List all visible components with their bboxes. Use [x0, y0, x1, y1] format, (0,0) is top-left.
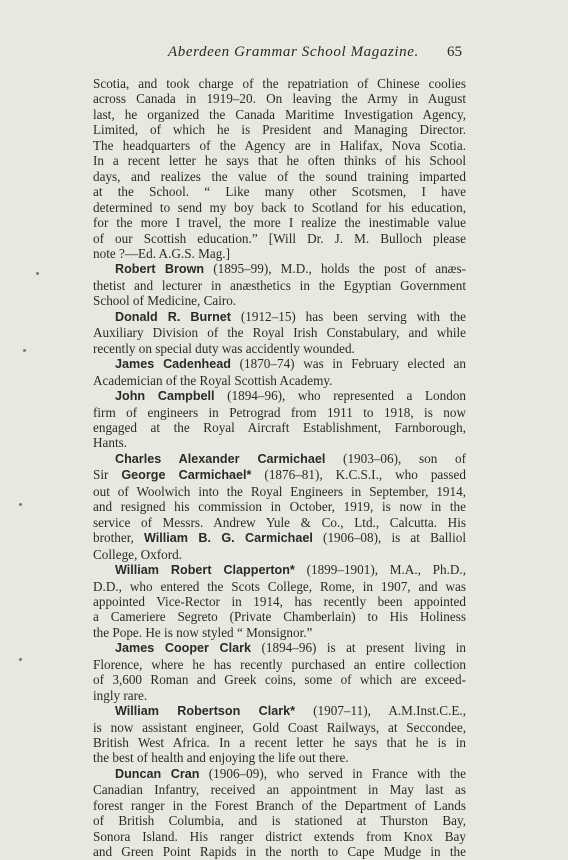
text-run: (1895–99), M.D., holds the post of anæs- [204, 261, 466, 277]
text-run: a Cameriere Segreto (Private Chamberlain) to His Holiness [93, 609, 466, 625]
person-name: William B. G. Carmichael [144, 531, 313, 546]
person-name: John Campbell [115, 389, 215, 404]
person-name: James Cooper Clark [115, 641, 252, 656]
text-run: (1894–96) is at present living in [251, 640, 466, 656]
text-run: brother, [93, 530, 145, 546]
text-line [93, 609, 466, 624]
paper-speck [23, 349, 26, 352]
text-run: is now assistant engineer, Gold Coast Railways, at Seccondee, [93, 719, 466, 735]
text-line [93, 107, 466, 122]
person-name: Charles Alexander Carmichael [115, 451, 326, 466]
text-line [93, 278, 466, 293]
text-line [93, 405, 466, 420]
text-line [93, 246, 466, 261]
text-run: determined to send my boy back to Scotland for his education, [93, 199, 466, 215]
text-run: Florence, where he has recently purchased an entire collection [93, 656, 466, 672]
running-header [96, 44, 462, 64]
text-run: (1894–96), who represented a London [214, 388, 466, 404]
text-run: School of Medicine, Cairo. [93, 293, 237, 309]
person-name: Duncan Cran [115, 766, 200, 781]
text-line [93, 467, 466, 483]
text-run: (1912–15) has been serving with the [231, 308, 466, 324]
text-run: firm of engineers in Petrograd from 1911 to 1918, is now [93, 404, 466, 420]
text-run: out of Woolwich into the Royal Engineers in September, 1914, [93, 483, 466, 499]
text-line [93, 138, 466, 153]
text-line [93, 530, 466, 546]
text-line [93, 309, 466, 325]
person-name: Robert Brown [115, 262, 205, 277]
paper-speck [19, 503, 22, 506]
text-run: The headquarters of the Agency are in Halifax, Nova Scotia. [93, 137, 466, 153]
text-line [93, 261, 466, 277]
text-run: note ?—Ed. A.G.S. Mag.] [93, 245, 230, 261]
text-line [93, 766, 466, 782]
text-line [93, 688, 466, 703]
text-line [93, 184, 466, 199]
text-line [93, 735, 466, 750]
text-line [93, 76, 466, 91]
text-run: Sonora Island. His ranger district extends from Knox Bay [93, 828, 466, 844]
paper-speck [19, 658, 22, 661]
article-body [93, 76, 466, 860]
text-run: ingly rare. [93, 687, 148, 703]
text-run: forest ranger in the Forest Branch of the Department of Lands [93, 797, 466, 813]
person-name: William Robertson Clark* [115, 704, 296, 719]
text-line [93, 325, 466, 340]
text-run: (1876–81), K.C.S.I., who passed [251, 467, 466, 483]
text-line [93, 293, 466, 308]
person-name: George Carmichael* [121, 468, 252, 483]
text-run: (1906–09), who served in France with the [199, 765, 466, 781]
person-name: William Robert Clapperton* [115, 563, 295, 578]
text-run: Academician of the Royal Scottish Academy. [93, 372, 333, 388]
text-run: Sir [93, 467, 122, 483]
text-run: (1903–06), son of [325, 450, 466, 466]
person-name: Donald R. Burnet [115, 309, 231, 324]
text-run: the Pope. He is now styled “ Monsignor.” [93, 624, 313, 640]
text-line [93, 215, 466, 230]
text-line [93, 594, 466, 609]
text-line [93, 844, 466, 859]
text-run: engaged at the Royal Aircraft Establishment, Farnborough, [93, 419, 466, 435]
text-line [93, 420, 466, 435]
text-line [93, 153, 466, 168]
text-line [93, 341, 466, 356]
text-run: Auxiliary Division of the Royal Irish Constabulary, and while [93, 325, 466, 341]
text-run: D.D., who entered the Scots College, Rome, in 1907, and was [93, 578, 466, 594]
text-run: Hants. [93, 435, 128, 451]
text-line [93, 672, 466, 687]
text-run: Scotia, and took charge of the repatriation of Chinese coolies [93, 76, 466, 91]
text-run: thetist and lecturer in anæsthetics in the Egyptian Government [93, 277, 466, 293]
text-line [93, 122, 466, 137]
text-line [93, 169, 466, 184]
text-run: Limited, of which he is President and Managing Director. [93, 122, 466, 138]
text-line [93, 625, 466, 640]
text-run: and resigned his commission in October, 1919, is now in the [93, 499, 466, 515]
text-line [93, 720, 466, 735]
text-line [93, 373, 466, 388]
text-run: at the School. “ Like many other Scotsmen, I have [93, 184, 466, 200]
text-run: and Green Point Rapids in the north to Cape Mudge in the [93, 844, 466, 860]
text-line [93, 750, 466, 765]
text-line [93, 798, 466, 813]
text-line [93, 356, 466, 372]
text-run: College, Oxford. [93, 546, 182, 562]
text-line [93, 200, 466, 215]
text-line [93, 703, 466, 719]
text-line [93, 640, 466, 656]
text-run: (1907–11), A.M.Inst.C.E., [295, 703, 466, 719]
text-line [93, 562, 466, 578]
text-line [93, 782, 466, 797]
text-run: (1870–74) was in February elected an [230, 356, 466, 372]
text-run: last, he organized the Canada Maritime Investigation Agency, [93, 106, 466, 122]
text-line [93, 451, 466, 467]
text-run: of 3,600 Roman and Greek coins, some of which are exceed- [93, 672, 466, 688]
text-line [93, 579, 466, 594]
text-run: (1906–08), is at Balliol [312, 530, 466, 546]
text-run: across Canada in 1919–20. On leaving the Army in August [93, 91, 466, 107]
text-run: In a recent letter he says that he often thinks of his School [93, 153, 466, 169]
text-run: days, and realizes the value of the sound training imparted [93, 168, 466, 184]
page-number: 65 [447, 44, 462, 60]
person-name: James Cadenhead [115, 357, 231, 372]
text-line [93, 388, 466, 404]
text-line [93, 829, 466, 844]
text-run: (1899–1901), M.A., Ph.D., [294, 562, 466, 578]
text-line [93, 435, 466, 450]
text-run: of our Scottish education.” [Will Dr. J. M. Bulloch please [93, 230, 466, 246]
text-run: the best of health and enjoying the life out there. [93, 750, 349, 766]
text-line [93, 657, 466, 672]
magazine-title: Aberdeen Grammar School Magazine. [168, 44, 419, 60]
text-line [93, 499, 466, 514]
text-line [93, 484, 466, 499]
text-line [93, 91, 466, 106]
text-run: Canadian Infantry, received an appointment in May last as [93, 782, 466, 798]
text-run: recently on special duty was accidently wounded. [93, 340, 355, 356]
text-run: appointed Vice-Rector in 1914, has recently been appointed [93, 593, 466, 609]
paper-speck [36, 272, 39, 275]
text-run: British West Africa. In a recent letter he says that he is in [93, 735, 466, 751]
text-run: service of Messrs. Andrew Yule & Co., Ltd., Calcutta. His [93, 514, 466, 530]
text-line [93, 547, 466, 562]
text-line [93, 515, 466, 530]
text-run: for the more I travel, the more I realize the inestimable value [93, 215, 466, 231]
text-line [93, 813, 466, 828]
text-line [93, 231, 466, 246]
text-run: of British Columbia, and is stationed at Thurston Bay, [93, 813, 466, 829]
